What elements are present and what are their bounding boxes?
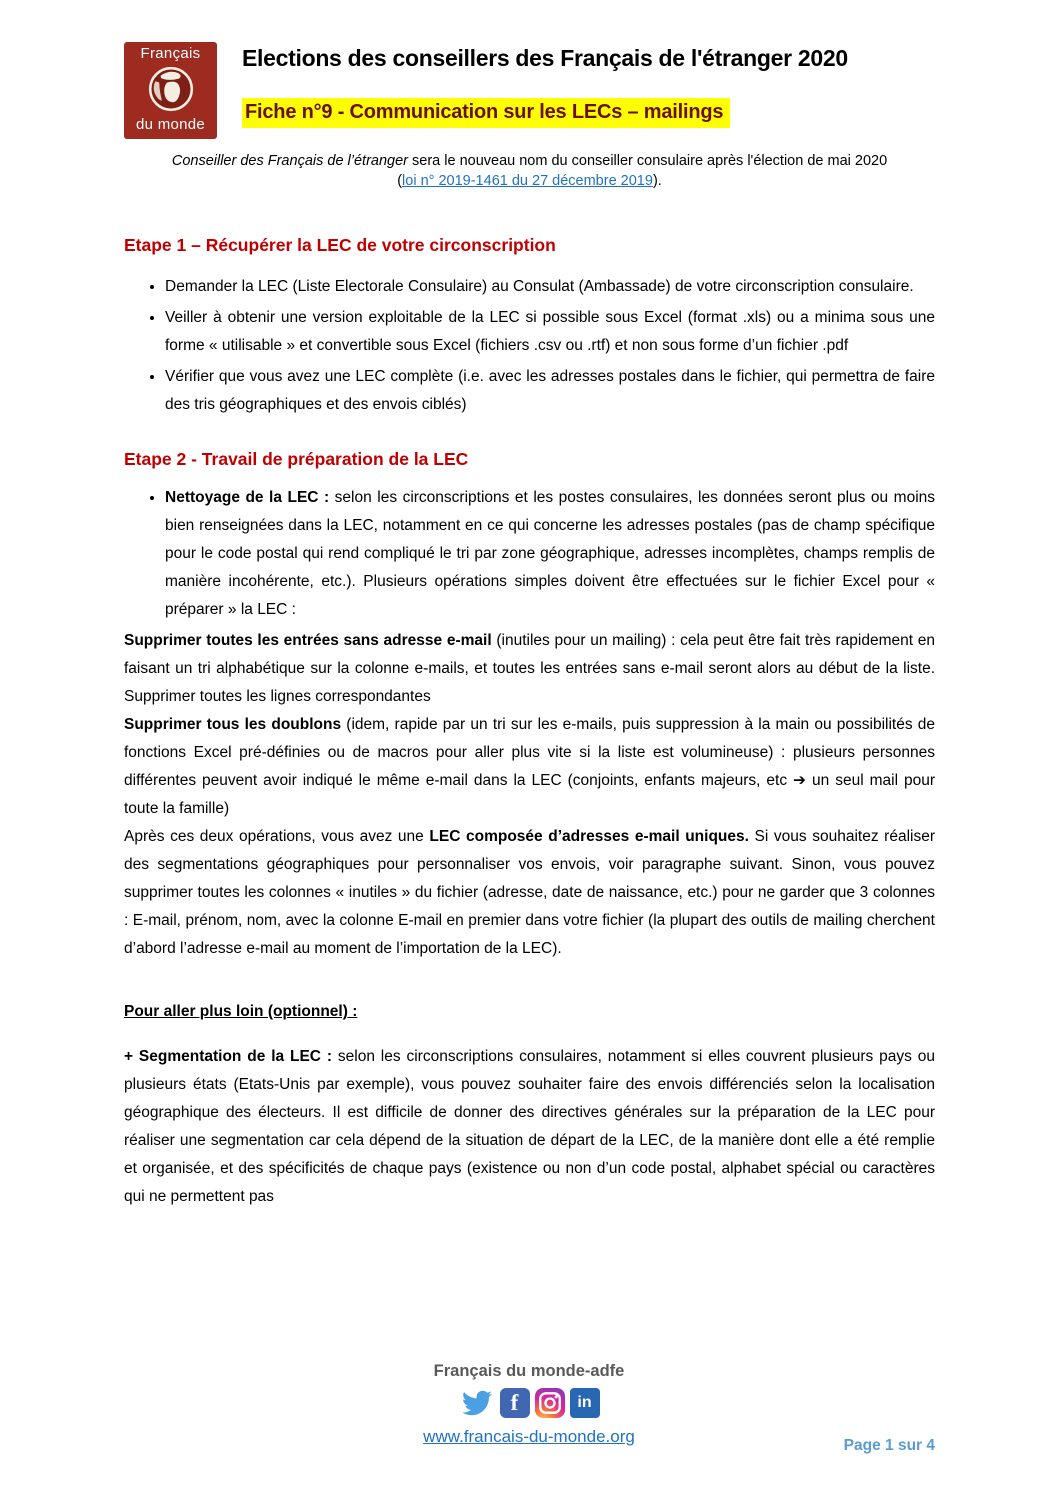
list-item: • Vérifier que vous avez une LEC complète (i.e. avec les adresses postales dans le fichier, qui permettra de faire des tris géographiques et des envois ciblés)	[165, 363, 935, 419]
globe-icon	[145, 63, 197, 115]
logo-text-bottom: du monde	[135, 116, 206, 133]
paragraph-supprimer-doublons	[124, 711, 935, 823]
supprimer-entrees-lead: Supprimer toutes les entrées sans adresse e-mail	[124, 632, 492, 649]
francais-du-monde-logo	[124, 42, 217, 139]
linkedin-glyph: in	[577, 1394, 592, 1411]
paragraph-segmentation	[124, 1043, 935, 1211]
website-link[interactable]: www.francais-du-monde.org	[423, 1427, 635, 1446]
apres-text-before: Après ces deux opérations, vous avez une	[124, 828, 430, 845]
facebook-glyph: f	[510, 1390, 519, 1415]
etape2-heading: Etape 2 - Travail de préparation de la LEC	[124, 449, 469, 469]
supprimer-doublons-lead: Supprimer tous les doublons	[124, 716, 342, 733]
footer	[0, 1362, 1058, 1447]
segmentation-text: selon les circonscriptions consulaires, notamment si elles couvrent plusieurs pays ou plusieurs états (Etats-Unis par exemple), vous pouvez souhaiter faire des envois différenciés selon la localisation géographique des électeurs. Il est difficile de donner des directives générales sur la préparation de la LEC pour réaliser une segmentation car cela dépend de la situation de départ de la LEC, de la manière dont elle a été remplie et organisée, et des spécificités de chaque pays (existence ou non d’un code postal, alphabet spécial ou caractères qui ne permettent pas	[124, 1048, 935, 1205]
twitter-icon[interactable]	[459, 1388, 495, 1418]
header-titles	[242, 42, 848, 128]
intro-note-open-paren: (	[397, 173, 403, 189]
list-item	[165, 484, 935, 624]
etape2-list	[124, 484, 935, 624]
apres-text-after: Si vous souhaitez réaliser des segmentations géographiques pour personnaliser vos envois, voir paragraphe suivant. Sinon, vous pouvez supprimer toutes les colonnes « inutiles » du fichier (adresse, date de naissance, etc.) pour ne garder que 3 colonnes : E-mail, prénom, nom, avec la colonne E-mail en premier dans votre fichier (la plupart des outils de mailing cherchent d’abord l’adresse e-mail au moment de l’importation de la LEC).	[124, 828, 935, 957]
logo-text-top: Français	[140, 45, 201, 62]
law-link[interactable]: loi n° 2019-1461 du 27 décembre 2019	[402, 173, 653, 189]
intro-note-text: sera le nouveau nom du conseiller consulaire après l'élection de mai 2020	[408, 153, 888, 169]
header	[124, 42, 935, 139]
supprimer-doublons-text: (idem, rapide par un tri sur les e-mails, puis suppression à la main ou possibilités de fonctions Excel pré-définies ou de macros pour aller plus vite si la liste est volumineuse) : plusieurs personnes différentes peuvent avoir indiqué le même e-mail dans la LEC (conjoints, enfants majeurs, etc ➔ un seul mail pour toute la famille)	[124, 716, 936, 817]
segmentation-lead: + Segmentation de la LEC :	[124, 1048, 333, 1065]
facebook-icon[interactable]	[500, 1388, 530, 1418]
nettoyage-lead: Nettoyage de la LEC :	[165, 489, 330, 506]
document-title: Elections des conseillers des Français de l'étranger 2020	[242, 45, 848, 71]
intro-note-italic: Conseiller des Français de l’étranger	[171, 153, 408, 169]
intro-note-close-paren: ).	[652, 173, 662, 189]
nettoyage-text: selon les circonscriptions et les postes consulaires, les données seront plus ou moins bien renseignées dans la LEC, notamment en ce qui concerne les adresses postales (pas de champ spécifique pour le code postal qui rend compliqué le tri par zone géographique, adresses incomplètes, champs remplis de manière incohérente, etc.). Plusieurs opérations simples doivent être effectuées sur le fichier Excel pour « préparer » la LEC :	[165, 489, 936, 618]
supprimer-entrees-text: (inutiles pour un mailing) : cela peut être fait très rapidement en faisant un tri alphabétique sur la colonne e-mails, et toutes les entrées sans e-mail seront alors au début de la liste. Supprimer toutes les lignes correspondantes	[124, 632, 935, 705]
instagram-icon[interactable]	[535, 1388, 565, 1418]
social-icons-row	[0, 1386, 1058, 1420]
footer-org-name: Français du monde-adfe	[433, 1362, 625, 1380]
linkedin-icon[interactable]	[570, 1388, 600, 1418]
fiche-title: Fiche n°9 - Communication sur les LECs – mailings	[242, 98, 730, 128]
paragraph-apres-operations	[124, 823, 935, 963]
intro-note	[124, 151, 935, 191]
apres-bold: LEC composée d’adresses e-mail uniques.	[429, 828, 749, 845]
list-item: • Veiller à obtenir une version exploitable de la LEC si possible sous Excel (format .xls) ou a minima sous une forme « utilisable » et convertible sous Excel (fichiers .csv ou .rtf) et non sous forme d’un fichier .pdf	[165, 304, 935, 360]
optionnel-heading: Pour aller plus loin (optionnel) :	[124, 1003, 358, 1020]
list-item: • Demander la LEC (Liste Electorale Consulaire) au Consulat (Ambassade) de votre circonscription consulaire.	[165, 273, 935, 301]
etape1-list	[124, 273, 935, 419]
page-number: Page 1 sur 4	[843, 1437, 935, 1454]
etape1-heading: Etape 1 – Récupérer la LEC de votre circonscription	[124, 235, 556, 255]
paragraph-supprimer-entrees	[124, 627, 935, 711]
